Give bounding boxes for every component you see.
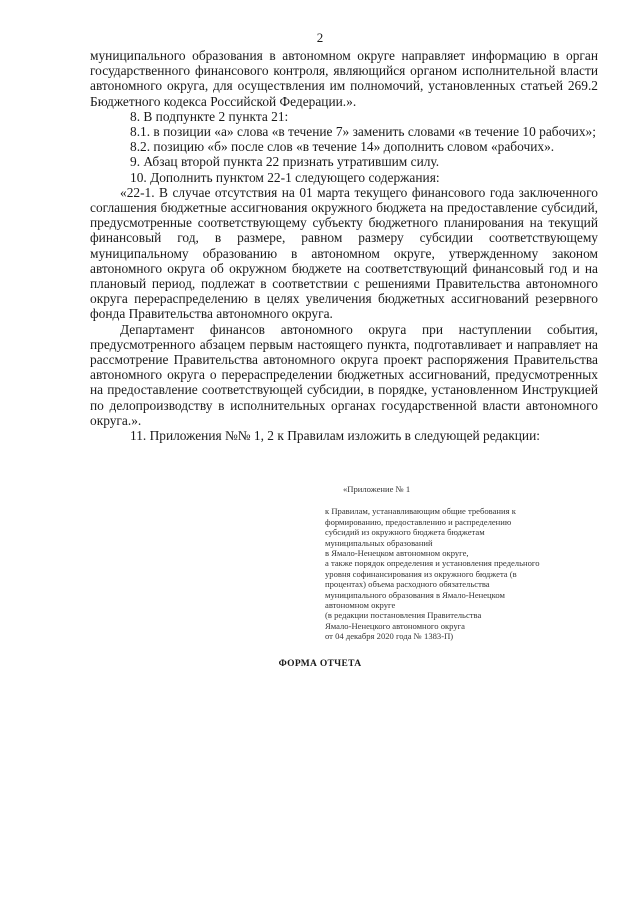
appendix-line: муниципальных образований — [325, 537, 433, 548]
paragraph-item-11: 11. Приложения №№ 1, 2 к Правилам изложить в следующей редакции: — [130, 428, 540, 444]
appendix-line: в Ямало-Ненецком автономном округе, — [325, 548, 469, 559]
appendix-line: Ямало-Ненецкого автономного округа — [325, 620, 465, 631]
paragraph-department-finance: Департамент финансов автономного округа при наступлении события, предусмотренного абзацем первым настоящего пункта, подготавливает и направляет на рассмотрение Правительства автономного округа проект распоряжения Правительства автономного округа о перераспределении бюджетных ассигнований, предусмотренных на предоставление соответствующей субсидии, в порядке, установленном Инструкцией по делопроизводству в исполнительных органах государственной власти автономного округа.». — [90, 321, 598, 428]
paragraph-continuation: муниципального образования в автономном округе направляет информацию в орган государственного финансового контроля, являющийся органом исполнительной власти автономного округа, для осуществления им полномочий, установленных статьей 269.2 Бюджетного кодекса Российской Федерации.». — [90, 48, 598, 109]
appendix-line: муниципального образования в Ямало-Ненецком — [325, 589, 505, 600]
appendix-line: процентах) объема расходного обязательства — [325, 579, 490, 590]
paragraph-clause-22-1: «22-1. В случае отсутствия на 01 марта текущего финансового года заключенного соглашения бюджетные ассигнования окружного бюджета на предоставление субсидий, предусмотренные соответствующему субъекту бюджетного планирования на текущий финансовый год, в размере, равном размеру субсидии соответствующему муниципальному образованию в автономном округе, утвержденному законом автономного округа об окружном бюджете на соответствующий финансовый год и на плановый период, подлежат в соответствии с решениями Правительства автономного округа перераспределению в целях увеличения бюджетных ассигнований резервного фонда Правительства автономного округа. — [90, 184, 598, 322]
appendix-line: формированию, предоставлению и распределению — [325, 516, 512, 527]
page-number: 2 — [316, 30, 324, 45]
paragraph-item-8-2: 8.2. позицию «б» после слов «в течение 14» дополнить словом «рабочих». — [130, 139, 555, 155]
appendix-line: от 04 декабря 2020 года № 1383-П) — [325, 631, 454, 642]
paragraph-item-8-1: 8.1. в позиции «а» слова «в течение 7» заменить словами «в течение 10 рабочих»; — [130, 124, 596, 140]
paragraph-item-8: 8. В подпункте 2 пункта 21: — [130, 108, 289, 124]
appendix-line: (в редакции постановления Правительства — [325, 610, 482, 621]
appendix-line: а также порядок определения и установления предельного — [325, 558, 540, 569]
paragraph-item-10: 10. Дополнить пунктом 22-1 следующего содержания: — [130, 169, 440, 185]
appendix-line: субсидий из окружного бюджета бюджетам — [325, 527, 485, 538]
appendix-title: «Приложение № 1 — [343, 484, 411, 494]
appendix-line: к Правилам, устанавливающим общие требования к — [325, 506, 516, 517]
appendix-header — [325, 484, 595, 642]
appendix-line: автономном округе — [325, 600, 396, 611]
paragraph-item-9: 9. Абзац второй пункта 22 признать утратившим силу. — [130, 154, 440, 170]
appendix-line: уровня софинансирования из окружного бюджета (в — [325, 568, 517, 579]
form-title: ФОРМА ОТЧЕТА — [278, 659, 362, 669]
document-body — [90, 48, 598, 443]
